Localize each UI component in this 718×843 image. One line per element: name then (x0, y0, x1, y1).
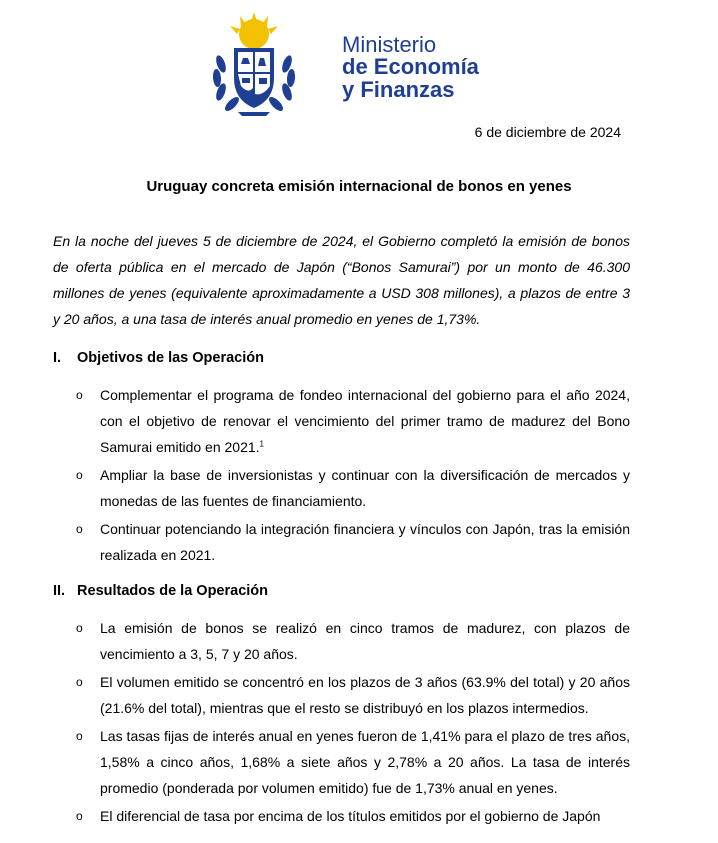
list-item (76, 669, 630, 721)
list-item (76, 382, 630, 460)
bullet-circle-icon: o (76, 809, 83, 823)
list-item-text: El diferencial de tasa por encima de los títulos emitidos por el gobierno de Japón (100, 808, 601, 824)
footnote-reference[interactable]: 1 (259, 439, 264, 449)
section-heading-results (53, 583, 268, 599)
bullet-circle-icon: o (76, 468, 83, 482)
ministry-name-line2: de Economía (342, 54, 479, 79)
bullet-circle-icon: o (76, 675, 83, 689)
bullet-circle-icon: o (76, 388, 83, 402)
bullet-circle-icon: o (76, 621, 83, 635)
list-item (76, 803, 630, 829)
section-title: Resultados de la Operación (77, 583, 269, 599)
list-item-text: Ampliar la base de inversionistas y continuar con la diversificación de mercados y monedas de las fuentes de financiamiento. (100, 467, 630, 509)
bullet-circle-icon: o (76, 729, 83, 743)
section-number: II. (53, 583, 66, 599)
list-item (76, 516, 630, 568)
list-item-text: Las tasas fijas de interés anual en yenes fueron de 1,41% para el plazo de tres años, 1,58% a cinco años, 1,68% a siete años y 2,78% a 20 años. La tasa de interés promedio (ponderada por volumen emitido) fue de 1,73% anual en yenes. (100, 728, 630, 796)
section-number: I. (53, 350, 62, 366)
objectives-list (76, 382, 630, 570)
ministry-name-line3: y Finanzas (342, 77, 455, 102)
document-date: 6 de diciembre de 2024 (474, 124, 621, 140)
uruguay-coat-of-arms-icon (208, 12, 300, 118)
lead-paragraph: En la noche del jueves 5 de diciembre de 2024, el Gobierno completó la emisión de bonos de oferta pública en el mercado de Japón (“Bonos Samurai”) por un monto de 46.300 millones de yenes (equivalente aproximadamente a USD 308 millones), a plazos de entre 3 y 20 años, a una tasa de interés anual promedio en yenes de 1,73%. (53, 233, 630, 327)
results-list (76, 615, 630, 831)
list-item-text: Continuar potenciando la integración financiera y vínculos con Japón, tras la emisión realizada en 2021. (100, 521, 630, 563)
list-item-text: El volumen emitido se concentró en los plazos de 3 años (63.9% del total) y 20 años (21.6% del total), mientras que el resto se distribuyó en los plazos intermedios. (100, 674, 630, 716)
list-item (76, 462, 630, 514)
ministry-logo (208, 12, 498, 120)
list-item (76, 723, 630, 801)
list-item (76, 615, 630, 667)
ministry-name (342, 34, 479, 101)
bullet-circle-icon: o (76, 522, 83, 536)
section-title: Objetivos de las Operación (77, 350, 264, 366)
section-heading-objectives (53, 350, 264, 366)
list-item-text: Complementar el programa de fondeo internacional del gobierno para el año 2024, con el objetivo de renovar el vencimiento del primer tramo de madurez del Bono Samurai emitido en 2021. (100, 387, 630, 455)
ministry-name-line1: Ministerio (342, 32, 437, 57)
list-item-text: La emisión de bonos se realizó en cinco tramos de madurez, con plazos de vencimiento a 3, 5, 7 y 20 años. (100, 620, 630, 662)
document-title: Uruguay concreta emisión internacional de bonos en yenes (146, 178, 572, 195)
